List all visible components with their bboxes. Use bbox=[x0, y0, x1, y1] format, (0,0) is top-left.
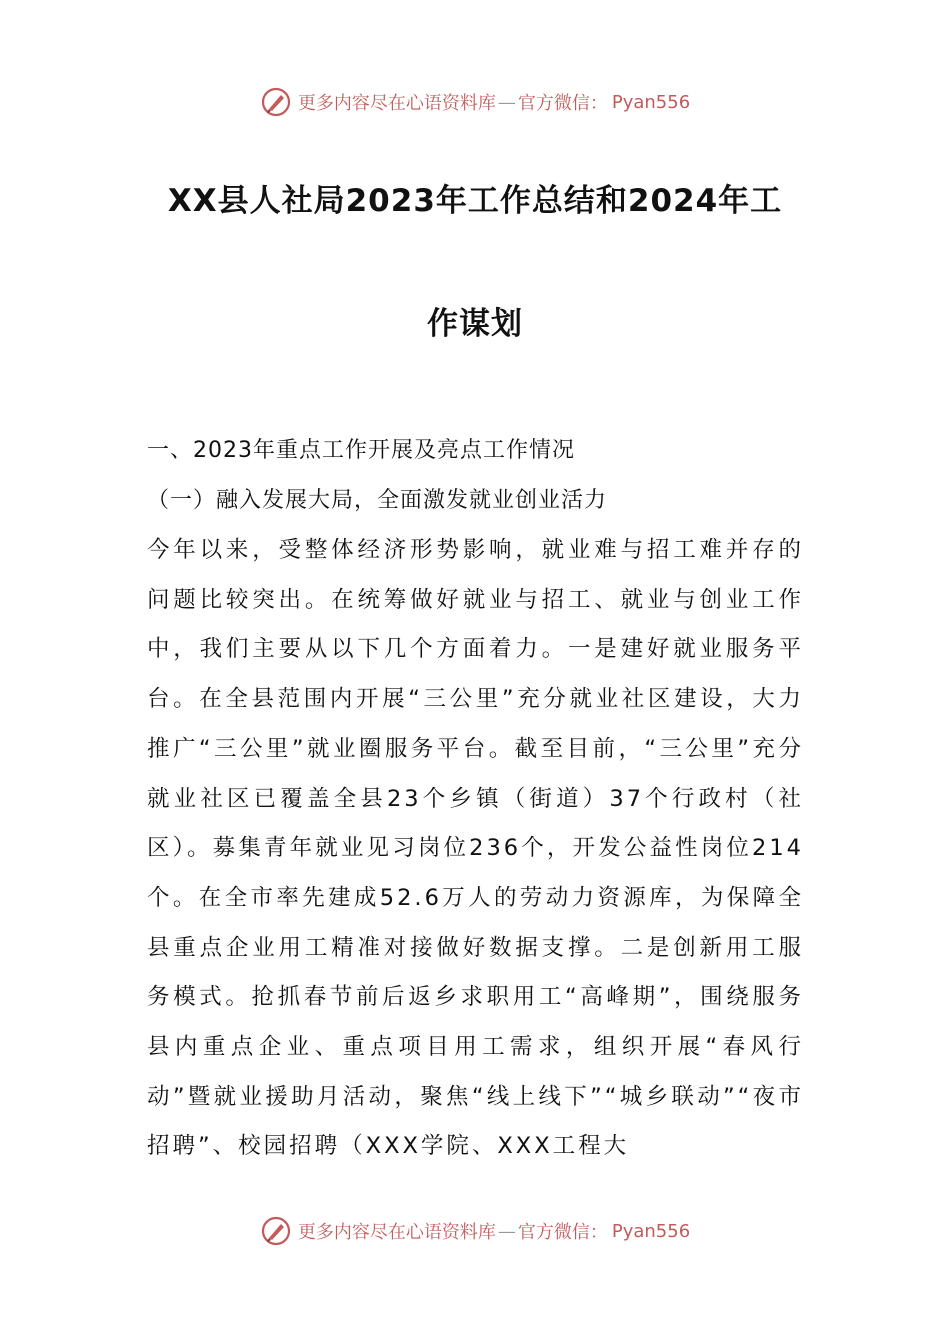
section-heading: 一、2023年重点工作开展及亮点工作情况 bbox=[147, 438, 575, 463]
document-title-line-1: XX县人社局2023年工作总结和2024年工 bbox=[167, 183, 783, 219]
document-title-line-2: 作谋划 bbox=[427, 306, 523, 342]
watermark-text: 更多内容尽在心语资料库 bbox=[297, 1222, 496, 1243]
watermark-label: 官方微信： bbox=[517, 93, 608, 114]
watermark-header bbox=[0, 82, 950, 122]
watermark-handle: Pyan556 bbox=[611, 1220, 691, 1242]
watermark-handle: Pyan556 bbox=[611, 91, 691, 113]
watermark-footer bbox=[0, 1211, 950, 1251]
pen-logo-icon bbox=[260, 1215, 292, 1247]
subsection-heading: （一）融入发展大局，全面激发就业创业活力 bbox=[147, 488, 608, 513]
watermark-separator: — bbox=[497, 91, 516, 113]
document-body bbox=[147, 426, 804, 1172]
pen-logo-icon bbox=[260, 86, 292, 118]
watermark-separator: — bbox=[497, 1220, 516, 1242]
watermark-text: 更多内容尽在心语资料库 bbox=[297, 93, 496, 114]
body-paragraph: 今年以来，受整体经济形势影响，就业难与招工难并存的问题比较突出。在统筹做好就业与招工、就业与创业工作中，我们主要从以下几个方面着力。一是建好就业服务平台。在全县范围内开展“三公里”充分就业社区建设，大力推广“三公里”就业圈服务平台。截至目前，“三公里”充分就业社区已覆盖全县23个乡镇（街道）37个行政村（社区）。募集青年就业见习岗位236个，开发公益性岗位214个。在全市率先建成52.6万人的劳动力资源库，为保障全县重点企业用工精准对接做好数据支撑。二是创新用工服务模式。抢抓春节前后返乡求职用工“高峰期”，围绕服务县内重点企业、重点项目用工需求，组织开展“春风行动”暨就业援助月活动，聚焦“线上线下”“城乡联动”“夜市招聘”、校园招聘（XXX学院、XXX工程大 bbox=[147, 537, 804, 1160]
watermark-label: 官方微信： bbox=[517, 1222, 608, 1243]
